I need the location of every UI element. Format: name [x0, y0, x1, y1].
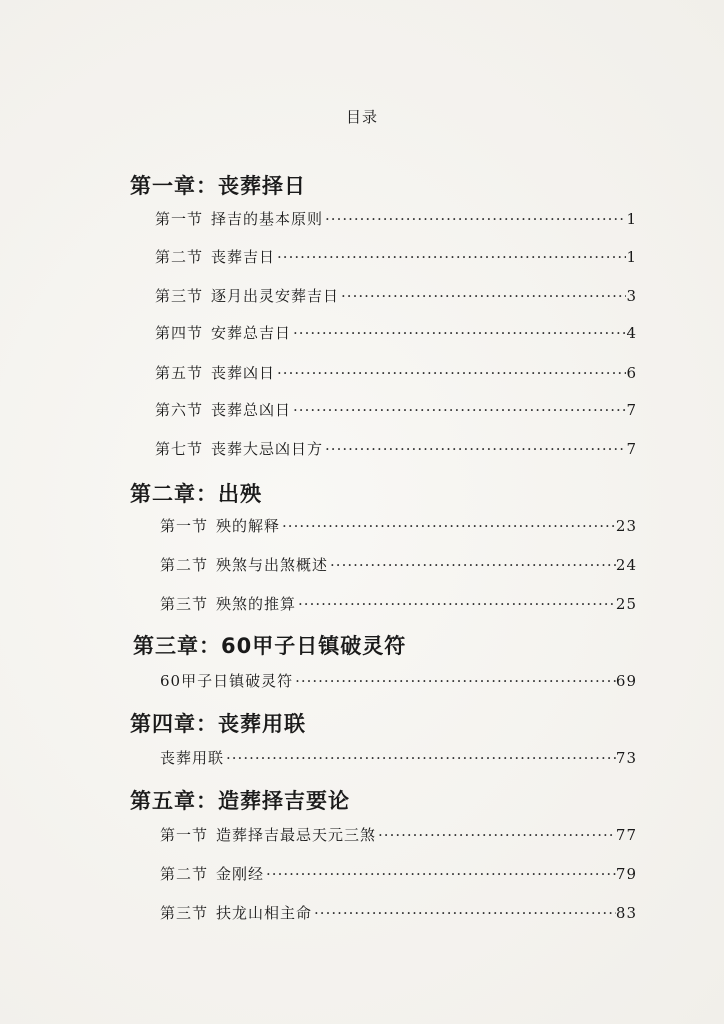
section-label: 第四节: [155, 324, 204, 342]
toc-entry: [160, 593, 637, 614]
section-label: 第二节: [160, 865, 209, 883]
entry-title: 择吉的基本原则: [211, 210, 324, 228]
page-number: 3: [626, 287, 637, 305]
leader-dots: [293, 672, 616, 690]
toc-entry: [155, 208, 637, 229]
page-number: 7: [626, 401, 637, 419]
entry-title: 丧葬大忌凶日方: [211, 440, 324, 458]
toc-entry: [155, 399, 637, 420]
section-label: 第一节: [160, 826, 209, 844]
toc-entry: [155, 438, 637, 459]
toc-entry: [160, 902, 637, 923]
page-number: 23: [615, 517, 637, 535]
page-number: 77: [615, 826, 637, 844]
leader-dots: [312, 904, 616, 922]
toc-entry: [155, 362, 637, 383]
toc-entry: [155, 322, 637, 343]
leader-dots: [291, 401, 626, 419]
entry-title: 丧葬吉日: [211, 248, 276, 266]
chapter-5-heading: 第五章：造葬择吉要论: [130, 789, 350, 813]
toc-entry: [155, 285, 637, 306]
toc-entry: [160, 824, 637, 845]
section-label: 第七节: [155, 440, 204, 458]
entry-title: 扶龙山相主命: [216, 904, 313, 922]
page-number: 83: [615, 904, 637, 922]
section-label: 第六节: [155, 401, 204, 419]
chapter-3-heading: 第三章：60甲子日镇破灵符: [133, 634, 407, 658]
entry-title: 殃的解释: [216, 517, 281, 535]
entry-title: 60甲子日镇破灵符: [160, 672, 294, 690]
page-number: 4: [626, 324, 637, 342]
page-number: 73: [615, 749, 637, 767]
toc-entry: [160, 863, 637, 884]
entry-title: 安葬总吉日: [211, 324, 292, 342]
page-number: 24: [615, 556, 637, 574]
leader-dots: [339, 287, 626, 305]
section-label: 第三节: [160, 595, 209, 613]
page-number: 1: [626, 248, 637, 266]
toc-entry: [160, 747, 637, 768]
section-label: 第二节: [160, 556, 209, 574]
entry-title: 殃煞的推算: [216, 595, 297, 613]
toc-entry: [160, 554, 637, 575]
entry-title: 金刚经: [216, 865, 265, 883]
entry-title: 逐月出灵安葬吉日: [211, 287, 340, 305]
leader-dots: [296, 595, 616, 613]
leader-dots: [224, 749, 616, 767]
entry-title: 造葬择吉最忌天元三煞: [216, 826, 377, 844]
chapter-4-heading: 第四章：丧葬用联: [130, 712, 306, 736]
section-label: 第一节: [160, 517, 209, 535]
entry-title: 丧葬凶日: [211, 364, 276, 382]
entry-title: 殃煞与出煞概述: [216, 556, 329, 574]
page-number: 1: [626, 210, 637, 228]
page-number: 6: [626, 364, 637, 382]
toc-entry: [160, 670, 637, 691]
leader-dots: [275, 248, 626, 266]
section-label: 第三节: [155, 287, 204, 305]
section-label: 第五节: [155, 364, 204, 382]
entry-title: 丧葬总凶日: [211, 401, 292, 419]
leader-dots: [280, 517, 616, 535]
leader-dots: [291, 324, 626, 342]
page-number: 79: [615, 865, 637, 883]
page-number: 7: [626, 440, 637, 458]
leader-dots: [376, 826, 616, 844]
toc-entry: [155, 246, 637, 267]
section-label: 第一节: [155, 210, 204, 228]
page-number: 25: [615, 595, 637, 613]
section-label: 第三节: [160, 904, 209, 922]
chapter-2-heading: 第二章：出殃: [130, 482, 262, 506]
entry-title: 丧葬用联: [160, 749, 225, 767]
toc-title: 目录: [345, 108, 378, 126]
section-label: 第二节: [155, 248, 204, 266]
leader-dots: [275, 364, 626, 382]
leader-dots: [323, 210, 626, 228]
chapter-1-heading: 第一章：丧葬择日: [130, 174, 306, 198]
leader-dots: [328, 556, 616, 574]
leader-dots: [264, 865, 616, 883]
page-number: 69: [615, 672, 637, 690]
toc-entry: [160, 515, 637, 536]
leader-dots: [323, 440, 626, 458]
